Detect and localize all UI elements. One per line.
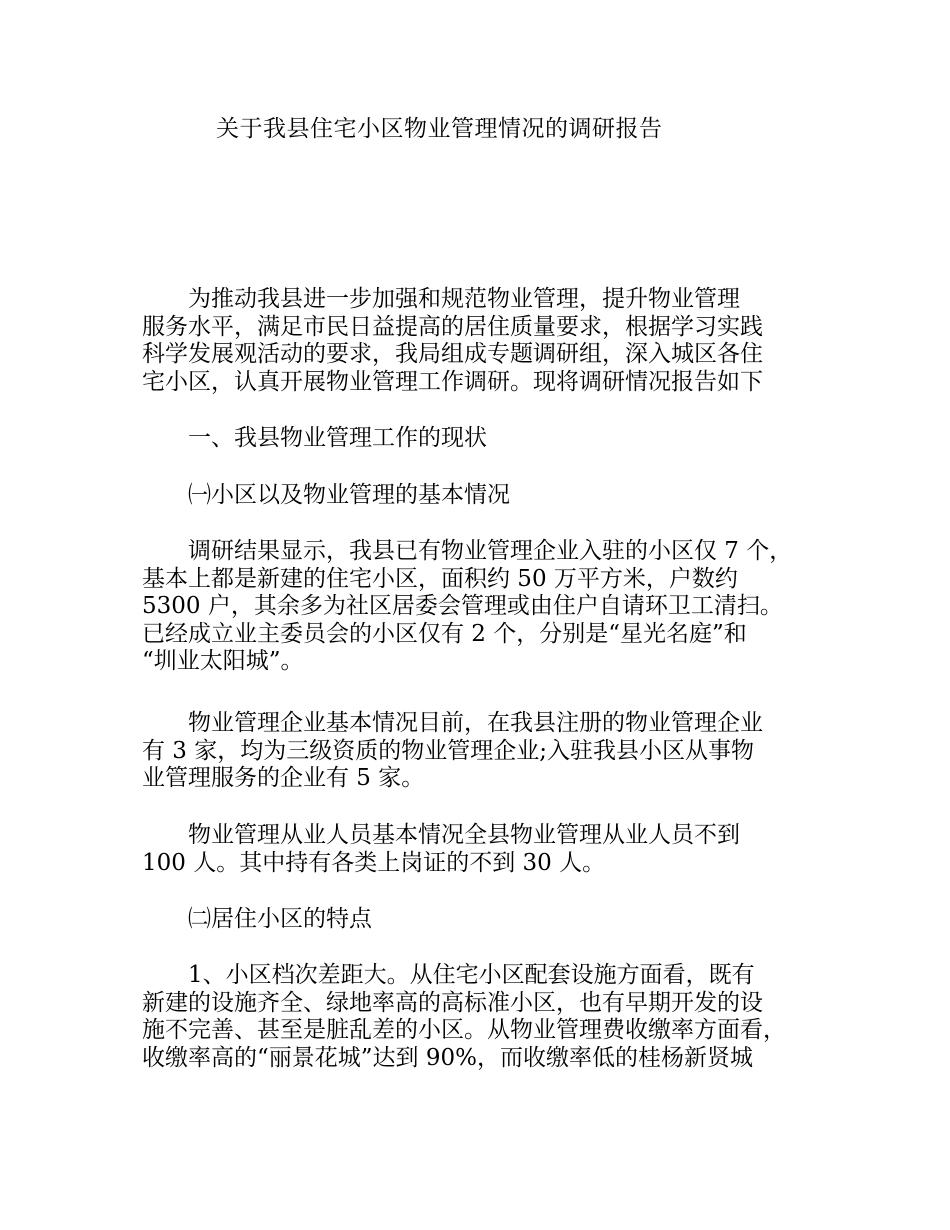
heading-text: 一、我县物业管理工作的现状 [142,425,487,451]
paragraph-line: 为推动我县进一步加强和规范物业管理，提升物业管理 [142,286,740,312]
paragraph-line: 有 3 家，均为三级资质的物业管理企业;入驻我县小区从事物 [142,737,755,764]
paragraph-line: 服务水平，满足市民日益提高的居住质量要求，根据学习实践 [142,313,763,340]
subsection-heading-2 [142,906,842,934]
paragraph-line: 业管理服务的企业有 5 家。 [142,765,425,791]
document-title: 关于我县住宅小区物业管理情况的调研报告 [216,116,663,142]
paragraph-line: 科学发展观活动的要求，我局组成专题调研组，深入城区各住 [142,341,763,367]
paragraph-line: 宅小区，认真开展物业管理工作调研。现将调研情况报告如下 [142,368,763,395]
paragraph-companies [142,710,842,793]
paragraph-intro [142,286,842,396]
paragraph-line: “圳业太阳城”。 [142,648,304,674]
paragraph-line: 1、小区档次差距大。从住宅小区配套设施方面看，既有 [142,962,755,988]
paragraph-line: 100 人。其中持有各类上岗证的不到 30 人。 [142,849,606,876]
paragraph-line: 新建的设施齐全、绿地率高的高标准小区，也有早期开发的设 [142,989,763,1016]
paragraph-line: 收缴率高的“丽景花城”达到 90%，而收缴率低的桂杨新贤城 [142,1044,753,1071]
heading-text: ㈠小区以及物业管理的基本情况 [142,482,510,508]
paragraph-line: 调研结果显示，我县已有物业管理企业入驻的小区仅 7 个， [142,538,793,564]
paragraph-line: 施不完善、甚至是脏乱差的小区。从物业管理费收缴率方面看， [142,1017,786,1043]
paragraph-community-grade [142,962,842,1072]
paragraph-line: 物业管理企业基本情况目前，在我县注册的物业管理企业 [142,710,763,736]
paragraph-line: 基本上都是新建的住宅小区，面积约 50 万平方米，户数约 [142,565,738,592]
paragraph-line: 5300 户，其余多为社区居委会管理或由住户自请环卫工清扫。 [142,593,783,619]
section-heading-1 [142,425,842,453]
paragraph-staff [142,822,842,877]
paragraph-line: 物业管理从业人员基本情况全县物业管理从业人员不到 [142,822,740,848]
subsection-heading-1 [142,482,842,510]
paragraph-line: 已经成立业主委员会的小区仅有 2 个，分别是“星光名庭”和 [142,620,747,647]
paragraph-survey-results [142,538,842,676]
heading-text: ㈡居住小区的特点 [142,906,372,932]
